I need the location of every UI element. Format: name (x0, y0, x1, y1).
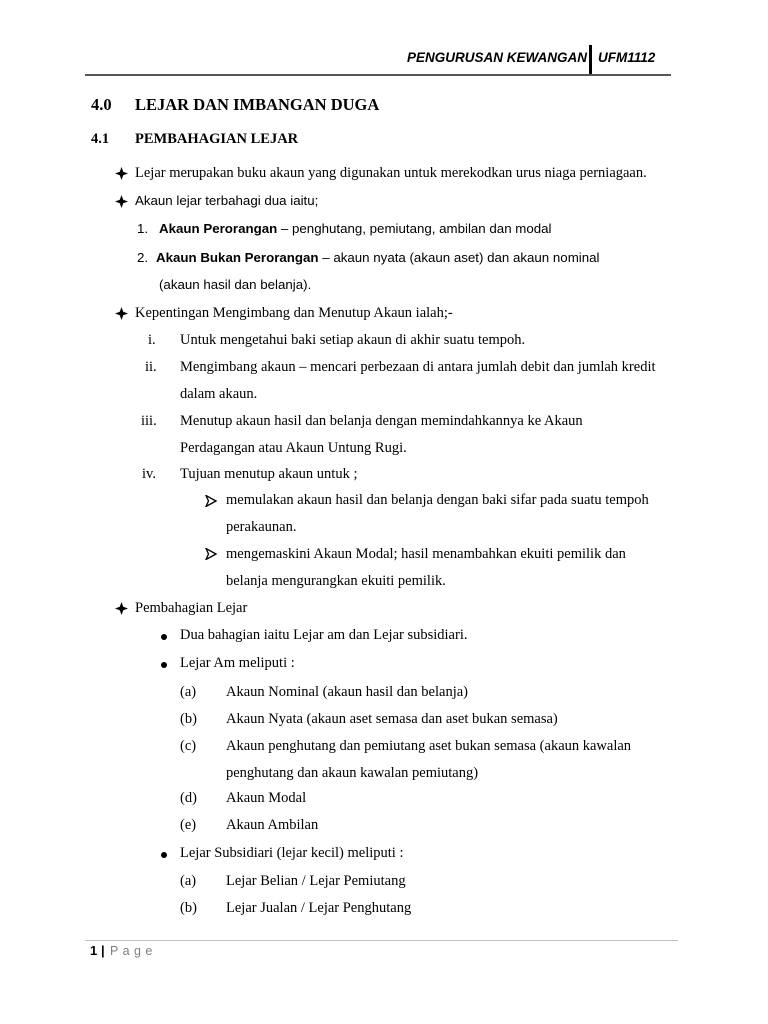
arrowhead-bullet-icon (205, 548, 217, 560)
header-separator (589, 45, 592, 75)
bullet-text-1: Lejar merupakan buku akaun yang digunakan untuk merekodkan urus niaga perniagaan. (135, 165, 647, 181)
am-item-c-text-line-1: Akaun penghutang dan pemiutang aset bukan semasa (akaun kawalan (226, 738, 632, 754)
header-rule (85, 74, 671, 76)
am-item-e-num: (e) (180, 817, 197, 833)
footer-rule (85, 940, 678, 941)
round-bullet-icon (161, 662, 167, 668)
roman-text-iii-line-1: Menutup akaun hasil dan belanja dengan memindahkannya ke Akaun (180, 413, 583, 429)
subsection-number: 4.1 (91, 131, 110, 147)
roman-text-i: Untuk mengetahui baki setiap akaun di akhir suatu tempoh. (180, 332, 526, 348)
diamond-bullet-icon (115, 602, 128, 615)
am-item-a-num: (a) (180, 684, 197, 700)
numbered-1-text: Akaun Perorangan – penghutang, pemiutang, ambilan dan modal (159, 221, 552, 236)
roman-num-i: i. (148, 332, 156, 348)
diamond-bullet-icon (115, 195, 128, 208)
round-bullet-icon (161, 634, 167, 640)
footer-page-number: 1 (90, 943, 98, 958)
am-item-c-num: (c) (180, 738, 197, 754)
am-item-c-text-line-2: penghutang dan akaun kawalan pemiutang) (226, 765, 479, 781)
numbered-2-continuation: (akaun hasil dan belanja). (159, 277, 312, 292)
numbered-1-num: 1. (137, 221, 149, 236)
roman-num-iii: iii. (141, 413, 157, 429)
arrow-text-2-line-1: mengemaskini Akaun Modal; hasil menambahkan ekuiti pemilik dan (226, 546, 626, 562)
arrowhead-bullet-icon (205, 495, 217, 507)
roman-text-ii-line-1: Mengimbang akaun – mencari perbezaan di antara jumlah debit dan jumlah kredit (180, 359, 656, 375)
am-item-d-num: (d) (180, 790, 197, 806)
roman-num-ii: ii. (145, 359, 157, 375)
bullet-text-4: Pembahagian Lejar (135, 600, 248, 616)
numbered-2-text: Akaun Bukan Perorangan – akaun nyata (akaun aset) dan akaun nominal (156, 250, 600, 265)
dot-text-3: Lejar Subsidiari (lejar kecil) meliputi : (180, 845, 404, 861)
roman-num-iv: iv. (142, 466, 156, 482)
roman-text-iv: Tujuan menutup akaun untuk ; (180, 466, 358, 482)
bullet-text-2: Akaun lejar terbahagi dua iaitu; (135, 193, 319, 208)
sub-item-b-num: (b) (180, 900, 197, 916)
sub-item-b-text: Lejar Jualan / Lejar Penghutang (226, 900, 412, 916)
dot-text-2: Lejar Am meliputi : (180, 655, 295, 671)
am-item-e-text: Akaun Ambilan (226, 817, 319, 833)
round-bullet-icon (161, 852, 167, 858)
diamond-bullet-icon (115, 307, 128, 320)
roman-text-ii-line-2: dalam akaun. (180, 386, 258, 402)
sub-item-a-text: Lejar Belian / Lejar Pemiutang (226, 873, 406, 889)
section-title: LEJAR DAN IMBANGAN DUGA (135, 95, 380, 114)
subsection-title: PEMBAHAGIAN LEJAR (135, 131, 299, 147)
am-item-b-num: (b) (180, 711, 197, 727)
roman-text-iii-line-2: Perdagangan atau Akaun Untung Rugi. (180, 440, 407, 456)
footer-separator: | (101, 943, 105, 958)
bullet-text-3: Kepentingan Mengimbang dan Menutup Akaun ialah;- (135, 305, 453, 321)
footer-page-label: P a g e (110, 944, 153, 958)
sub-item-a-num: (a) (180, 873, 197, 889)
section-number: 4.0 (91, 95, 112, 114)
am-item-d-text: Akaun Modal (226, 790, 307, 806)
dot-text-1: Dua bahagian iaitu Lejar am dan Lejar subsidiari. (180, 627, 468, 643)
am-item-b-text: Akaun Nyata (akaun aset semasa dan aset bukan semasa) (226, 711, 558, 727)
header-code: UFM1112 (598, 50, 656, 65)
arrow-text-1-line-2: perakaunan. (226, 519, 297, 535)
diamond-bullet-icon (115, 167, 128, 180)
numbered-2-num: 2. (137, 250, 149, 265)
arrow-text-2-line-2: belanja mengurangkan ekuiti pemilik. (226, 573, 446, 589)
am-item-a-text: Akaun Nominal (akaun hasil dan belanja) (226, 684, 468, 700)
header-title: PENGURUSAN KEWANGAN (407, 50, 588, 65)
arrow-text-1-line-1: memulakan akaun hasil dan belanja dengan baki sifar pada suatu tempoh (226, 492, 649, 508)
